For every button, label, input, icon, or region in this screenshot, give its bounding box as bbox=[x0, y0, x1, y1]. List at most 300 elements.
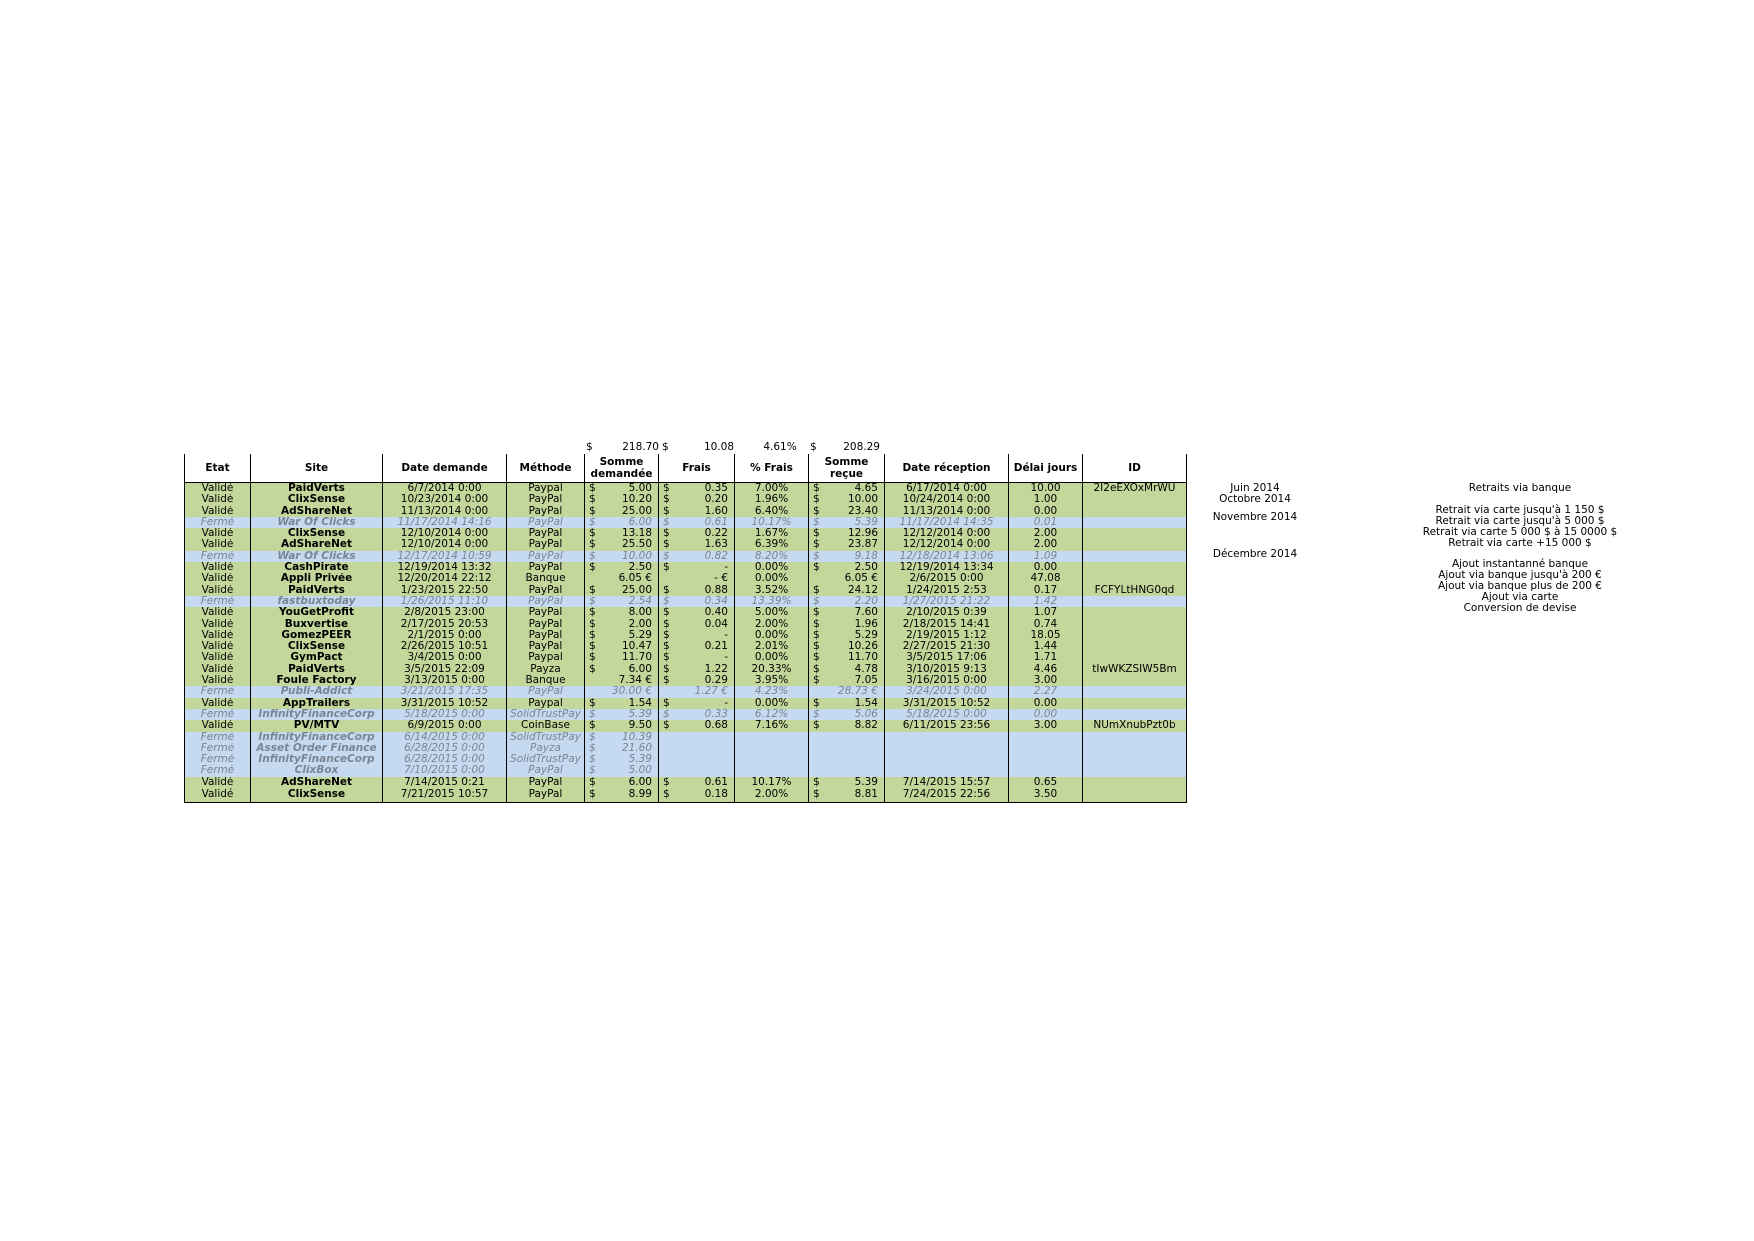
header-pct-frais: % Frais bbox=[735, 454, 809, 483]
cell-somme-recue-currency: $ bbox=[813, 629, 820, 641]
cell-site: ClixSense bbox=[251, 788, 383, 803]
cell-somme-recue bbox=[809, 720, 885, 731]
cell-frais-amount: 0.34 bbox=[704, 595, 728, 607]
cell-somme-demandee bbox=[585, 686, 659, 697]
cell-etat: Fermé bbox=[185, 686, 251, 697]
cell-frais bbox=[659, 788, 735, 803]
cell-delai: 18.05 bbox=[1009, 630, 1083, 641]
cell-frais-amount: - bbox=[724, 697, 728, 709]
cell-delai bbox=[1009, 754, 1083, 765]
cell-etat: Fermé bbox=[185, 517, 251, 528]
cell-somme-demandee-amount: 5.00 bbox=[628, 482, 652, 494]
cell-date-demande: 2/26/2015 10:51 bbox=[383, 641, 507, 652]
cell-date-reception: 2/6/2015 0:00 bbox=[885, 573, 1009, 584]
cell-somme-demandee-amount: 2.54 bbox=[628, 595, 652, 607]
header-date-demande: Date demande bbox=[383, 454, 507, 483]
cell-methode: PayPal bbox=[507, 619, 585, 630]
cell-somme-demandee-currency: $ bbox=[589, 641, 596, 653]
bank-note: Ajout via carte bbox=[1481, 591, 1559, 603]
cell-somme-recue-currency: $ bbox=[813, 652, 820, 664]
cell-frais-amount: 1.63 bbox=[704, 539, 728, 551]
cell-somme-demandee-currency: $ bbox=[589, 584, 596, 596]
cell-somme-demandee-amount: 11.70 bbox=[621, 652, 652, 664]
cell-date-reception: 11/17/2014 14:35 bbox=[885, 517, 1009, 528]
cell-frais-currency: $ bbox=[663, 697, 670, 709]
cell-somme-recue-amount: 8.82 bbox=[854, 720, 878, 732]
cell-site: War Of Clicks bbox=[251, 551, 383, 562]
cell-etat: Validé bbox=[185, 506, 251, 517]
cell-frais bbox=[659, 585, 735, 596]
cell-methode: PayPal bbox=[507, 686, 585, 697]
cell-methode: PayPal bbox=[507, 788, 585, 803]
cell-somme-demandee-amount: 7.34 € bbox=[618, 675, 652, 687]
cell-frais-amount: 0.40 bbox=[704, 607, 728, 619]
cell-site: Buxvertise bbox=[251, 619, 383, 630]
cell-somme-recue-currency: $ bbox=[813, 482, 820, 494]
table-row bbox=[185, 506, 1187, 517]
cell-frais-currency: $ bbox=[663, 550, 670, 562]
cell-somme-recue-currency: $ bbox=[813, 641, 820, 653]
cell-somme-recue-currency: $ bbox=[813, 618, 820, 630]
cell-pct-frais: 0.00% bbox=[735, 562, 809, 573]
cell-somme-recue-currency: $ bbox=[813, 663, 820, 675]
cell-somme-demandee-currency: $ bbox=[589, 697, 596, 709]
cell-frais-amount: 1.22 bbox=[704, 663, 728, 675]
cell-date-reception: 3/5/2015 17:06 bbox=[885, 652, 1009, 663]
cell-frais bbox=[659, 675, 735, 686]
cell-somme-recue bbox=[809, 765, 885, 776]
cell-methode: PayPal bbox=[507, 494, 585, 505]
cell-frais bbox=[659, 720, 735, 731]
table-row bbox=[185, 664, 1187, 675]
cell-somme-demandee-currency: $ bbox=[589, 562, 596, 574]
total-fees: 10.08 bbox=[703, 441, 734, 453]
cell-pct-frais: 2.00% bbox=[735, 619, 809, 630]
cell-methode: PayPal bbox=[507, 551, 585, 562]
cell-pct-frais bbox=[735, 765, 809, 776]
cell-date-demande: 7/21/2015 10:57 bbox=[383, 788, 507, 803]
cell-frais-amount: 0.18 bbox=[704, 788, 728, 801]
cell-somme-demandee-amount: 13.18 bbox=[621, 528, 652, 540]
cell-pct-frais: 7.16% bbox=[735, 720, 809, 731]
cell-delai: 3.50 bbox=[1009, 788, 1083, 803]
cell-site: InfinityFinanceCorp bbox=[251, 732, 383, 743]
cell-frais-currency: $ bbox=[663, 539, 670, 551]
cell-frais-amount: - bbox=[724, 562, 728, 574]
cell-frais-amount: 0.35 bbox=[704, 482, 728, 494]
cell-site: Publi-Addict bbox=[251, 686, 383, 697]
cell-somme-demandee-amount: 6.00 bbox=[628, 516, 652, 528]
cell-somme-demandee-currency: $ bbox=[589, 516, 596, 528]
cell-somme-recue-amount: 12.96 bbox=[847, 528, 878, 540]
cell-somme-demandee-currency bbox=[587, 675, 589, 686]
cell-somme-recue-currency: $ bbox=[813, 550, 820, 562]
cell-somme-demandee bbox=[585, 494, 659, 505]
cell-methode: PayPal bbox=[507, 641, 585, 652]
table-row bbox=[185, 607, 1187, 618]
cell-frais bbox=[659, 506, 735, 517]
cell-somme-demandee bbox=[585, 596, 659, 607]
cell-somme-demandee-currency bbox=[587, 573, 589, 584]
cell-somme-demandee-amount: 8.00 bbox=[628, 607, 652, 619]
cell-somme-recue bbox=[809, 630, 885, 641]
cell-somme-recue bbox=[809, 754, 885, 765]
cell-somme-recue bbox=[809, 732, 885, 743]
cell-date-demande: 6/7/2014 0:00 bbox=[383, 483, 507, 495]
cell-frais-amount: 0.21 bbox=[704, 641, 728, 653]
cell-frais-amount: 0.33 bbox=[704, 708, 728, 720]
cell-methode: PayPal bbox=[507, 585, 585, 596]
cell-frais bbox=[659, 664, 735, 675]
cell-somme-demandee-currency: $ bbox=[589, 720, 596, 732]
cell-somme-demandee bbox=[585, 483, 659, 495]
cell-somme-recue-amount: 9.18 bbox=[854, 550, 878, 562]
table-row bbox=[185, 494, 1187, 505]
cell-delai: 1.42 bbox=[1009, 596, 1083, 607]
cell-methode: PayPal bbox=[507, 539, 585, 550]
cell-etat: Validé bbox=[185, 630, 251, 641]
cell-somme-demandee-amount: 21.60 bbox=[621, 742, 652, 754]
cell-delai: 3.00 bbox=[1009, 675, 1083, 686]
cell-somme-demandee-currency: $ bbox=[589, 788, 596, 801]
month-label: Juin 2014 bbox=[1230, 482, 1280, 494]
cell-somme-demandee-amount: 6.05 € bbox=[618, 573, 652, 585]
cell-somme-recue bbox=[809, 664, 885, 675]
cell-etat: Fermé bbox=[185, 765, 251, 776]
cell-delai: 2.00 bbox=[1009, 528, 1083, 539]
card-note: Retrait via carte +15 000 $ bbox=[1448, 537, 1592, 549]
cell-frais-currency: $ bbox=[663, 516, 670, 528]
cell-somme-demandee bbox=[585, 664, 659, 675]
cell-delai: 0.17 bbox=[1009, 585, 1083, 596]
cell-frais bbox=[659, 732, 735, 743]
cell-date-demande: 7/14/2015 0:21 bbox=[383, 777, 507, 788]
cell-frais bbox=[659, 619, 735, 630]
cell-delai: 0.00 bbox=[1009, 562, 1083, 573]
cell-frais bbox=[659, 573, 735, 584]
cell-date-reception bbox=[885, 732, 1009, 743]
cell-frais bbox=[659, 765, 735, 776]
cell-somme-demandee-amount: 5.39 bbox=[628, 754, 652, 766]
cell-methode: Payza bbox=[507, 664, 585, 675]
cell-somme-demandee bbox=[585, 641, 659, 652]
cell-frais-amount: 0.68 bbox=[704, 720, 728, 732]
cell-etat: Validé bbox=[185, 788, 251, 803]
total-received: 208.29 bbox=[843, 441, 880, 453]
cell-id bbox=[1083, 675, 1187, 686]
cell-frais bbox=[659, 562, 735, 573]
cell-etat: Validé bbox=[185, 573, 251, 584]
cell-somme-recue-currency: $ bbox=[813, 697, 820, 709]
cell-etat: Validé bbox=[185, 720, 251, 731]
cell-etat: Validé bbox=[185, 585, 251, 596]
cell-frais-currency: $ bbox=[663, 652, 670, 664]
bank-note: Ajout instantanné banque bbox=[1451, 558, 1589, 570]
cell-pct-frais: 2.01% bbox=[735, 641, 809, 652]
cell-id bbox=[1083, 517, 1187, 528]
cell-pct-frais: 13.39% bbox=[735, 596, 809, 607]
cell-somme-demandee-currency: $ bbox=[589, 528, 596, 540]
table-row bbox=[185, 517, 1187, 528]
table-row bbox=[185, 630, 1187, 641]
header-row bbox=[185, 454, 1187, 483]
cell-somme-demandee-currency: $ bbox=[589, 731, 596, 743]
cell-somme-recue bbox=[809, 641, 885, 652]
cell-date-demande: 2/17/2015 20:53 bbox=[383, 619, 507, 630]
cell-somme-recue-amount: 23.87 bbox=[847, 539, 878, 551]
cell-etat: Validé bbox=[185, 641, 251, 652]
cell-date-demande: 11/13/2014 0:00 bbox=[383, 506, 507, 517]
cell-somme-demandee-amount: 2.00 bbox=[628, 618, 652, 630]
cell-date-demande: 12/20/2014 22:12 bbox=[383, 573, 507, 584]
cell-methode: PayPal bbox=[507, 596, 585, 607]
cell-delai: 0.00 bbox=[1009, 506, 1083, 517]
cell-date-reception: 3/24/2015 0:00 bbox=[885, 686, 1009, 697]
month-label: Octobre 2014 bbox=[1219, 493, 1291, 505]
cell-frais bbox=[659, 483, 735, 495]
cell-etat: Fermé bbox=[185, 732, 251, 743]
cell-date-demande: 3/21/2015 17:35 bbox=[383, 686, 507, 697]
cell-somme-demandee-currency: $ bbox=[589, 607, 596, 619]
cell-pct-frais: 0.00% bbox=[735, 630, 809, 641]
cell-date-reception: 10/24/2014 0:00 bbox=[885, 494, 1009, 505]
cell-frais-amount: - bbox=[724, 629, 728, 641]
cell-date-reception: 12/18/2014 13:06 bbox=[885, 551, 1009, 562]
cell-frais-currency: $ bbox=[663, 584, 670, 596]
table-row bbox=[185, 641, 1187, 652]
cell-frais bbox=[659, 607, 735, 618]
cell-frais bbox=[659, 528, 735, 539]
cell-methode: PayPal bbox=[507, 517, 585, 528]
table-row bbox=[185, 483, 1187, 495]
cell-somme-recue-amount: 5.29 bbox=[854, 629, 878, 641]
cell-somme-demandee-currency: $ bbox=[589, 482, 596, 494]
cell-somme-demandee bbox=[585, 619, 659, 630]
header-site: Site bbox=[251, 454, 383, 483]
cell-somme-demandee bbox=[585, 675, 659, 686]
cell-somme-demandee bbox=[585, 528, 659, 539]
cell-date-demande: 7/10/2015 0:00 bbox=[383, 765, 507, 776]
cell-methode: PayPal bbox=[507, 777, 585, 788]
cell-etat: Validé bbox=[185, 652, 251, 663]
cell-id bbox=[1083, 539, 1187, 550]
cell-etat: Validé bbox=[185, 675, 251, 686]
cell-somme-demandee-amount: 5.39 bbox=[628, 708, 652, 720]
cell-somme-recue bbox=[809, 506, 885, 517]
cell-somme-recue-currency: $ bbox=[813, 595, 820, 607]
cell-somme-demandee-currency: $ bbox=[589, 494, 596, 506]
cell-etat: Fermé bbox=[185, 743, 251, 754]
header-methode: Méthode bbox=[507, 454, 585, 483]
cell-date-demande: 10/23/2014 0:00 bbox=[383, 494, 507, 505]
cell-somme-demandee-amount: 6.00 bbox=[628, 663, 652, 675]
table-row bbox=[185, 698, 1187, 709]
cell-site: GomezPEER bbox=[251, 630, 383, 641]
cell-somme-demandee bbox=[585, 732, 659, 743]
cell-somme-recue-currency: $ bbox=[813, 607, 820, 619]
cell-somme-recue-amount: 11.70 bbox=[847, 652, 878, 664]
cell-methode: Paypal bbox=[507, 698, 585, 709]
withdrawals-table bbox=[184, 454, 1187, 803]
table-row bbox=[185, 777, 1187, 788]
cell-id bbox=[1083, 494, 1187, 505]
cell-methode: SolidTrustPay bbox=[507, 709, 585, 720]
cell-somme-recue-amount: 2.20 bbox=[854, 595, 878, 607]
cell-date-reception: 11/13/2014 0:00 bbox=[885, 506, 1009, 517]
cell-somme-demandee-amount: 25.00 bbox=[621, 584, 652, 596]
cell-somme-recue-amount: 2.50 bbox=[854, 562, 878, 574]
cell-methode: CoinBase bbox=[507, 720, 585, 731]
cell-somme-recue-currency bbox=[811, 573, 813, 584]
cell-frais-amount: 0.22 bbox=[704, 528, 728, 540]
cell-site: Foule Factory bbox=[251, 675, 383, 686]
cell-frais bbox=[659, 652, 735, 663]
cell-pct-frais: 3.95% bbox=[735, 675, 809, 686]
header-somme-recue: Somme reçue bbox=[809, 454, 885, 483]
cell-frais-amount: - bbox=[724, 652, 728, 664]
cell-id: FCFYLtHNG0qd bbox=[1083, 585, 1187, 596]
cell-frais bbox=[659, 743, 735, 754]
cell-site: YouGetProfit bbox=[251, 607, 383, 618]
cell-frais-currency: $ bbox=[663, 776, 670, 788]
cell-date-demande: 12/10/2014 0:00 bbox=[383, 528, 507, 539]
cell-somme-demandee-amount: 1.54 bbox=[628, 697, 652, 709]
cell-somme-demandee-amount: 5.29 bbox=[628, 629, 652, 641]
cell-site: CashPirate bbox=[251, 562, 383, 573]
cell-delai: 47.08 bbox=[1009, 573, 1083, 584]
cell-frais-currency: $ bbox=[663, 618, 670, 630]
cell-somme-recue bbox=[809, 652, 885, 663]
cell-id bbox=[1083, 607, 1187, 618]
cell-somme-recue-amount: 1.54 bbox=[854, 697, 878, 709]
cell-delai: 1.00 bbox=[1009, 494, 1083, 505]
cell-frais bbox=[659, 596, 735, 607]
cell-somme-recue bbox=[809, 539, 885, 550]
cell-frais bbox=[659, 630, 735, 641]
cell-pct-frais: 8.20% bbox=[735, 551, 809, 562]
cell-etat: Fermé bbox=[185, 596, 251, 607]
cell-somme-recue-amount: 24.12 bbox=[847, 584, 878, 596]
cell-somme-recue bbox=[809, 528, 885, 539]
cell-id bbox=[1083, 573, 1187, 584]
cell-date-reception: 12/19/2014 13:34 bbox=[885, 562, 1009, 573]
totals-row bbox=[184, 440, 1186, 454]
cell-somme-recue-currency: $ bbox=[813, 494, 820, 506]
cell-somme-recue-currency: $ bbox=[813, 584, 820, 596]
cell-somme-demandee-currency: $ bbox=[589, 765, 596, 777]
cell-somme-demandee-amount: 6.00 bbox=[628, 776, 652, 788]
cell-methode: PayPal bbox=[507, 528, 585, 539]
cell-somme-recue-amount: 6.05 € bbox=[844, 573, 878, 585]
bank-note: Conversion de devise bbox=[1463, 602, 1577, 614]
cell-date-demande: 6/9/2015 0:00 bbox=[383, 720, 507, 731]
cell-id bbox=[1083, 709, 1187, 720]
cell-methode: SolidTrustPay bbox=[507, 754, 585, 765]
cell-somme-recue-amount: 5.39 bbox=[854, 516, 878, 528]
cell-etat: Validé bbox=[185, 528, 251, 539]
cell-date-demande: 6/14/2015 0:00 bbox=[383, 732, 507, 743]
cell-frais-amount: 0.82 bbox=[704, 550, 728, 562]
cell-somme-recue-currency: $ bbox=[813, 788, 820, 801]
table-row bbox=[185, 754, 1187, 765]
header-frais: Frais bbox=[659, 454, 735, 483]
cell-pct-frais: 4.23% bbox=[735, 686, 809, 697]
cell-frais-currency: $ bbox=[663, 663, 670, 675]
cell-delai: 0.00 bbox=[1009, 709, 1083, 720]
cell-frais-amount: 0.29 bbox=[704, 675, 728, 687]
cell-methode: PayPal bbox=[507, 765, 585, 776]
cell-frais-currency bbox=[661, 686, 663, 697]
cell-etat: Validé bbox=[185, 539, 251, 550]
cell-somme-demandee-amount: 30.00 € bbox=[611, 686, 652, 698]
header-etat: Etat bbox=[185, 454, 251, 483]
cell-somme-demandee-currency: $ bbox=[589, 663, 596, 675]
cell-delai: 0.01 bbox=[1009, 517, 1083, 528]
cell-methode: Payza bbox=[507, 743, 585, 754]
cell-date-reception bbox=[885, 765, 1009, 776]
cell-etat: Fermé bbox=[185, 754, 251, 765]
cell-id bbox=[1083, 743, 1187, 754]
cell-etat: Fermé bbox=[185, 709, 251, 720]
cell-id bbox=[1083, 551, 1187, 562]
cell-somme-demandee bbox=[585, 743, 659, 754]
cell-somme-demandee-currency: $ bbox=[589, 652, 596, 664]
cell-site: InfinityFinanceCorp bbox=[251, 709, 383, 720]
cell-somme-demandee bbox=[585, 652, 659, 663]
card-note: Retrait via carte jusqu'à 5 000 $ bbox=[1435, 515, 1605, 527]
cell-somme-recue-currency: $ bbox=[813, 776, 820, 788]
cell-id bbox=[1083, 765, 1187, 776]
cell-somme-demandee-currency: $ bbox=[589, 550, 596, 562]
cell-delai: 2.00 bbox=[1009, 539, 1083, 550]
cell-somme-demandee-amount: 25.00 bbox=[621, 505, 652, 517]
cell-id bbox=[1083, 562, 1187, 573]
cell-etat: Validé bbox=[185, 494, 251, 505]
month-label: Novembre 2014 bbox=[1212, 511, 1298, 523]
cell-date-reception: 5/18/2015 0:00 bbox=[885, 709, 1009, 720]
table-row bbox=[185, 596, 1187, 607]
cell-somme-demandee-amount: 10.47 bbox=[621, 641, 652, 653]
cell-site: Appli Privée bbox=[251, 573, 383, 584]
cell-date-reception: 12/12/2014 0:00 bbox=[885, 528, 1009, 539]
cell-delai: 3.00 bbox=[1009, 720, 1083, 731]
cell-frais-amount: 0.61 bbox=[704, 776, 728, 788]
cell-etat: Validé bbox=[185, 562, 251, 573]
cell-id bbox=[1083, 698, 1187, 709]
cell-frais-currency: $ bbox=[663, 595, 670, 607]
cell-somme-recue-currency: $ bbox=[813, 516, 820, 528]
cell-etat: Validé bbox=[185, 664, 251, 675]
cell-date-reception: 6/11/2015 23:56 bbox=[885, 720, 1009, 731]
cell-date-reception: 2/10/2015 0:39 bbox=[885, 607, 1009, 618]
cell-id bbox=[1083, 686, 1187, 697]
cell-somme-recue-amount: 4.65 bbox=[854, 482, 878, 494]
cell-somme-demandee-currency: $ bbox=[589, 505, 596, 517]
cell-somme-recue bbox=[809, 483, 885, 495]
header-date-reception: Date réception bbox=[885, 454, 1009, 483]
cell-frais bbox=[659, 709, 735, 720]
cell-etat: Validé bbox=[185, 777, 251, 788]
cell-somme-recue bbox=[809, 788, 885, 803]
cell-somme-recue bbox=[809, 675, 885, 686]
cell-somme-recue bbox=[809, 743, 885, 754]
cell-frais bbox=[659, 686, 735, 697]
cell-date-reception: 2/18/2015 14:41 bbox=[885, 619, 1009, 630]
cell-somme-recue-amount: 5.06 bbox=[854, 708, 878, 720]
table-row bbox=[185, 743, 1187, 754]
cell-frais bbox=[659, 551, 735, 562]
cell-somme-recue bbox=[809, 517, 885, 528]
